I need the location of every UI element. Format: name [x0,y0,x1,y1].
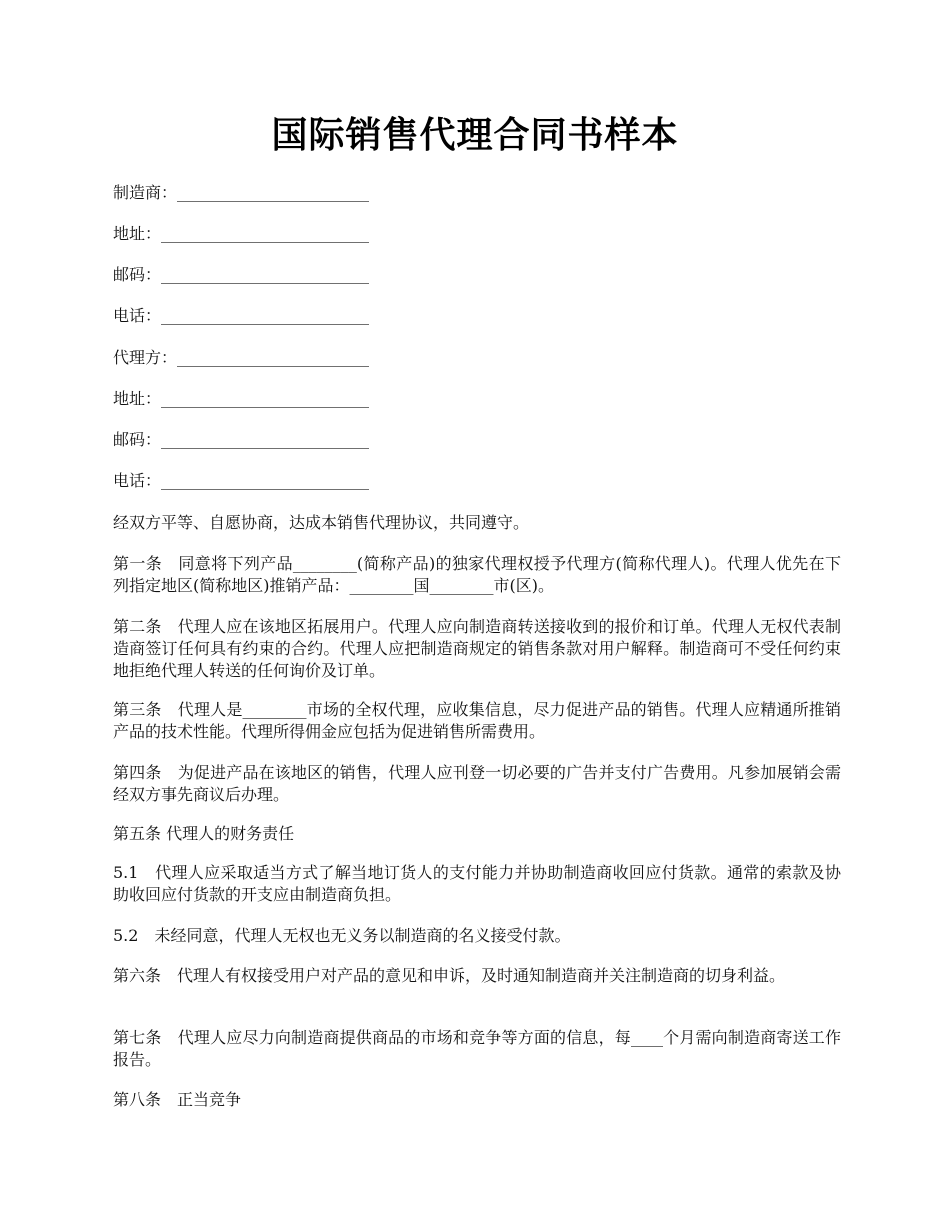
article-1-paragraph: 第一条 同意将下列产品________(简称产品)的独家代理权授予代理方(简称代理人)。代理人优先在下列指定地区(简称地区)推销产品：________国________市(区)。 [113,554,841,595]
manufacturer-field: 制造商：________________________ [113,183,370,202]
article-7-paragraph: 第七条 代理人应尽力向制造商提供商品的市场和竞争等方面的信息，每____个月需向制造商寄送工作报告。 [113,1028,841,1069]
manufacturer-phone-field: 电话：__________________________ [113,306,370,325]
agent-phone-field: 电话：__________________________ [113,471,370,490]
agent-field: 代理方：________________________ [113,348,370,367]
agent-postcode-field: 邮码：__________________________ [113,430,370,449]
clause-5-2-paragraph: 5.2 未经同意，代理人无权也无义务以制造商的名义接受付款。 [113,926,571,945]
manufacturer-address-field: 地址：__________________________ [113,224,370,243]
article-5-heading: 第五条 代理人的财务责任 [113,824,295,843]
clause-5-1-paragraph: 5.1 代理人应采取适当方式了解当地订货人的支付能力并协助制造商收回应付货款。通常的索款及协助收回应付货款的开支应由制造商负担。 [113,863,841,904]
manufacturer-postcode-field: 邮码：__________________________ [113,265,370,284]
article-6-paragraph: 第六条 代理人有权接受用户对产品的意见和申诉，及时通知制造商并关注制造商的切身利益。 [113,966,786,985]
article-3-paragraph: 第三条 代理人是________市场的全权代理，应收集信息，尽力促进产品的销售。代理人应精通所推销产品的技术性能。代理所得佣金应包括为促进销售所需费用。 [113,700,841,741]
article-2-paragraph: 第二条 代理人应在该地区拓展用户。代理人应向制造商转送接收到的报价和订单。代理人无权代表制造商签订任何具有约束的合约。代理人应把制造商规定的销售条款对用户解释。制造商可不受任何约束地拒绝代理人转送的任何询价及订单。 [113,617,841,680]
document-title: 国际销售代理合同书样本 [271,115,679,156]
article-8-heading: 第八条 正当竞争 [113,1090,242,1109]
agent-address-field: 地址：__________________________ [113,389,370,408]
article-4-paragraph: 第四条 为促进产品在该地区的销售，代理人应刊登一切必要的广告并支付广告费用。凡参加展销会需经双方事先商议后办理。 [113,763,841,804]
preamble-paragraph: 经双方平等、自愿协商，达成本销售代理协议，共同遵守。 [113,513,530,532]
